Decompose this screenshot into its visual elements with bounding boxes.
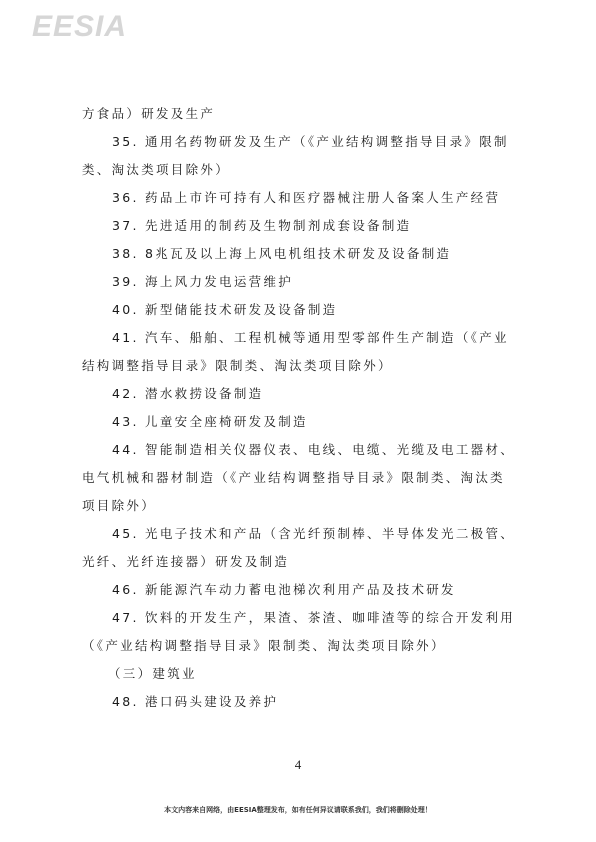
list-item-37: 37. 先进适用的制药及生物制剂成套设备制造	[112, 218, 412, 233]
list-item-40: 40. 新型储能技术研发及设备制造	[112, 302, 338, 317]
list-item-41: 41. 汽车、船舶、工程机械等通用型零部件生产制造（《产业	[112, 330, 509, 345]
text-line: 类、淘汰类项目除外）	[82, 162, 231, 177]
text-line: 光纤、光纤连接器）研发及制造	[82, 554, 290, 569]
text-line: 电气机械和器材制造（《产业结构调整指导目录》限制类、淘汰类	[82, 470, 505, 485]
list-item-45: 45. 光电子技术和产品（含光纤预制棒、半导体发光二极管、	[112, 526, 516, 541]
text-line: （《产业结构调整指导目录》限制类、淘汰类项目除外）	[82, 638, 446, 653]
list-item-44: 44. 智能制造相关仪器仪表、电线、电缆、光缆及电工器材、	[112, 442, 516, 457]
list-item-42: 42. 潜水救捞设备制造	[112, 386, 264, 401]
list-item-39: 39. 海上风力发电运营维护	[112, 274, 294, 289]
list-item-48: 48. 港口码头建设及养护	[112, 694, 279, 709]
section-heading-construction: （三）建筑业	[108, 666, 197, 681]
text-line: 项目除外）	[82, 498, 157, 513]
text-line: 方食品）研发及生产	[82, 106, 216, 121]
list-item-36: 36. 药品上市许可持有人和医疗器械注册人备案人生产经营	[112, 190, 501, 205]
eesia-logo: EESIA	[32, 10, 128, 43]
list-item-35: 35. 通用名药物研发及生产（《产业结构调整指导目录》限制	[112, 134, 509, 149]
list-item-38: 38. 8兆瓦及以上海上风电机组技术研发及设备制造	[112, 246, 452, 261]
list-item-46: 46. 新能源汽车动力蓄电池梯次利用产品及技术研发	[112, 582, 456, 597]
page-number: 4	[294, 757, 302, 772]
footer-disclaimer: 本文内容来自网络，由EESIA整理发布，如有任何异议请联系我们，我们将删除处理！	[164, 806, 432, 814]
text-line: 结构调整指导目录》限制类、淘汰类项目除外）	[82, 358, 393, 373]
list-item-43: 43. 儿童安全座椅研发及制造	[112, 414, 308, 429]
list-item-47: 47. 饮料的开发生产，果渣、茶渣、咖啡渣等的综合开发利用	[112, 610, 516, 625]
document-body	[82, 104, 522, 720]
